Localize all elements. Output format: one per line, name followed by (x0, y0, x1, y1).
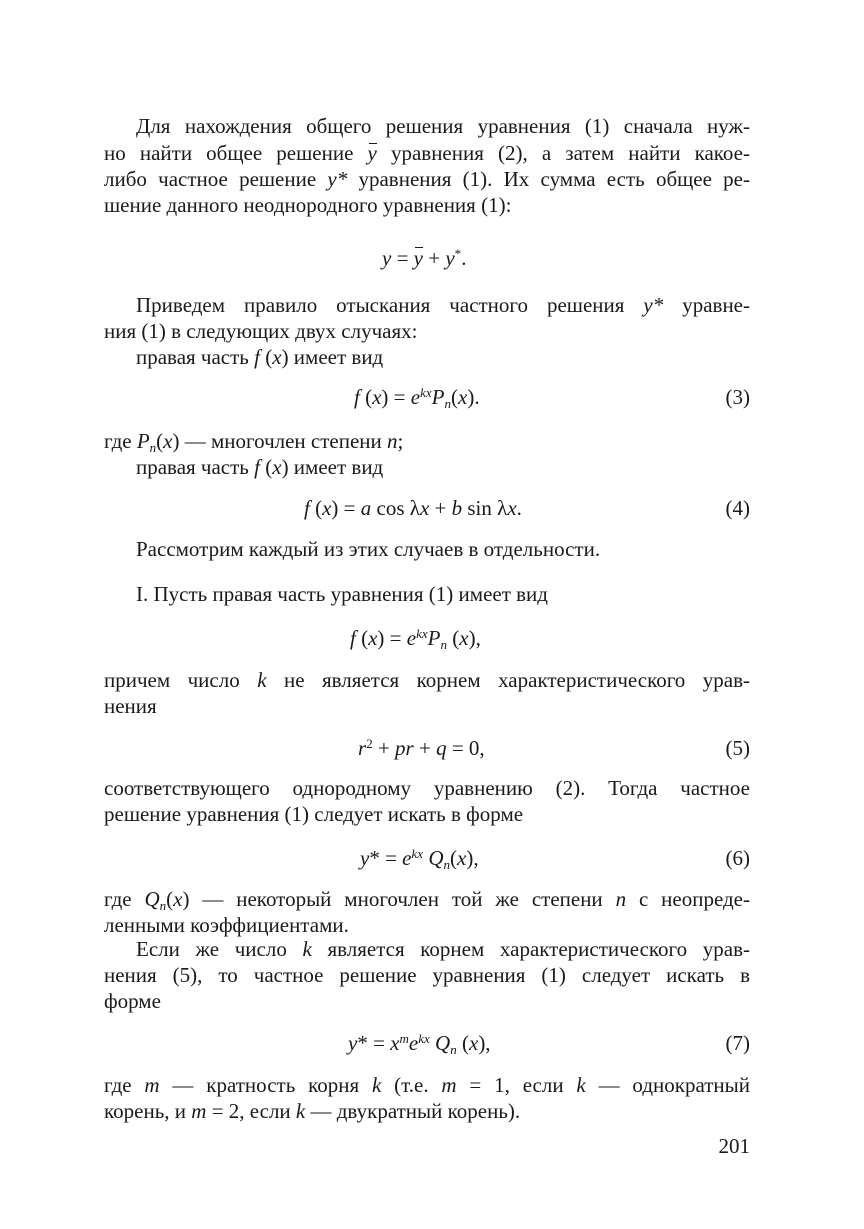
text-line: шение данного неоднородного уравнения (1): (104, 193, 512, 217)
equation-4: f (x) = a cos λx + b sin λx. (4) (304, 496, 750, 520)
text-line: решение уравнения (1) следует искать в форме (104, 802, 524, 826)
equation-case-I: f $(x) = e^{kx}P_n$ (x), (350, 625, 481, 652)
text-line: ния (1) в следующих двух случаях: (104, 319, 418, 343)
text-line: нения (104, 694, 157, 718)
text-line: либо частное решение y* уравнения (1). Их сумма есть общее ре- (104, 167, 750, 191)
text-line: правая часть f (x) имеет вид (136, 345, 384, 369)
equation-number: (4) (725, 496, 750, 520)
text-line: но найти общее решение y уравнения (2), а затем найти какое- (104, 141, 750, 165)
text-line: где $P_n(x)$ — многочлен степени n; (104, 429, 404, 455)
text-line: причем число k не является корнем характеристического урав- (104, 668, 750, 692)
text-line: где m — кратность корня k (т.е. m = 1, если k — однократный (104, 1073, 750, 1097)
text-line: форме (104, 989, 161, 1013)
equation-number: (6) (725, 846, 750, 870)
equation-number: (3) (725, 385, 750, 409)
equation-6: $y* = e^{kx}$ $Q_n(x)$, (6) (360, 845, 750, 872)
equation-general-solution: y = y + y*. (382, 245, 467, 270)
text-line: Для нахождения общего решения уравнения (1) сначала нуж- (136, 114, 750, 138)
text-line: ленными коэффициентами. (104, 913, 349, 937)
text-line: где $Q_n(x)$ — некоторый многочлен той же степени n с неопреде- (104, 887, 750, 913)
text-line: Если же число k является корнем характеристического урав- (136, 937, 750, 961)
text-line: корень, и m = 2, если k — двукратный корень). (104, 1099, 521, 1123)
equation-number: (7) (725, 1031, 750, 1055)
equation-number: (5) (725, 736, 750, 760)
text-line: правая часть f (x) имеет вид (136, 455, 384, 479)
text-line: нения (5), то частное решение уравнения (1) следует искать в (104, 963, 750, 987)
page-number: 201 (718, 1134, 750, 1158)
section-heading-case-I: I. Пусть правая часть уравнения (1) имеет вид (136, 582, 548, 606)
equation-3: f $(x) = e^{kx}P_n(x)$. (3) (354, 384, 750, 411)
equation-7: $y* = x^me^{kx}$ $Q_n$ (x), (7) (348, 1030, 750, 1057)
text-line: Рассмотрим каждый из этих случаев в отдельности. (136, 537, 601, 561)
equation-5: $r^2$ + pr + q = 0, (5) (358, 735, 750, 760)
y-bar-symbol: y (367, 141, 377, 165)
text-line: соответствующего однородному уравнению (2). Тогда частное (104, 776, 750, 800)
text-line: Приведем правило отыскания частного решения y* уравне- (136, 293, 750, 317)
